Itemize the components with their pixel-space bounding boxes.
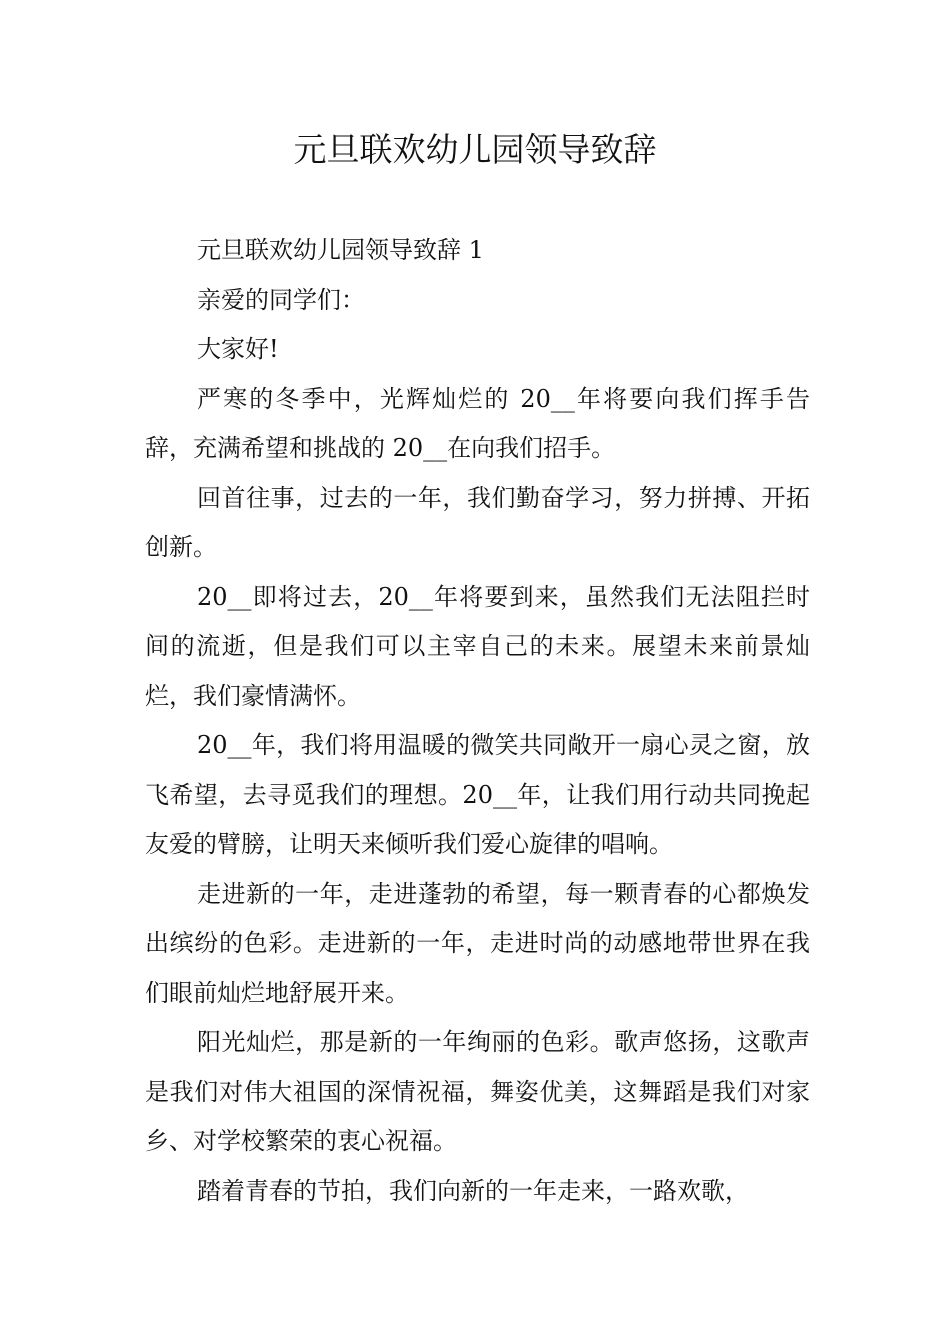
- paragraph: 踏着青春的节拍，我们向新的一年走来，一路欢歌，: [197, 1176, 749, 1205]
- paragraph: 20__即将过去，20__年将要到来，虽然我们无法阻拦时间的流逝，但是我们可以主宰自己的未来。展望未来前景灿烂，我们豪情满怀。: [145, 582, 810, 710]
- paragraph-greeting: 大家好!: [197, 335, 279, 363]
- paragraph: 回首往事，过去的一年，我们勤奋学习，努力拼搏、开拓创新。: [145, 483, 810, 561]
- paragraph: 20__年，我们将用温暖的微笑共同敞开一扇心灵之窗，放飞希望，去寻觅我们的理想。20__年，让我们用行动共同挽起友爱的臂膀，让明天来倾听我们爱心旋律的唱响。: [145, 731, 810, 858]
- document-title: 元旦联欢幼儿园领导致辞: [293, 130, 657, 169]
- paragraph: 阳光灿烂，那是新的一年绚丽的色彩。歌声悠扬，这歌声是我们对伟大祖国的深情祝福，舞姿优美，这舞蹈是我们对家乡、对学校繁荣的衷心祝福。: [145, 1028, 810, 1155]
- document-body: [145, 226, 810, 1216]
- paragraph: 走进新的一年，走进蓬勃的希望，每一颗青春的心都焕发出缤纷的色彩。走进新的一年，走进时尚的动感地带世界在我们眼前灿烂地舒展开来。: [145, 879, 810, 1007]
- paragraph: 严寒的冬季中，光辉灿烂的 20__年将要向我们挥手告辞，充满希望和挑战的 20__在向我们招手。: [145, 384, 810, 462]
- paragraph-salutation: 亲爱的同学们：: [197, 285, 365, 314]
- paragraph-heading: 元旦联欢幼儿园领导致辞 1: [197, 236, 484, 264]
